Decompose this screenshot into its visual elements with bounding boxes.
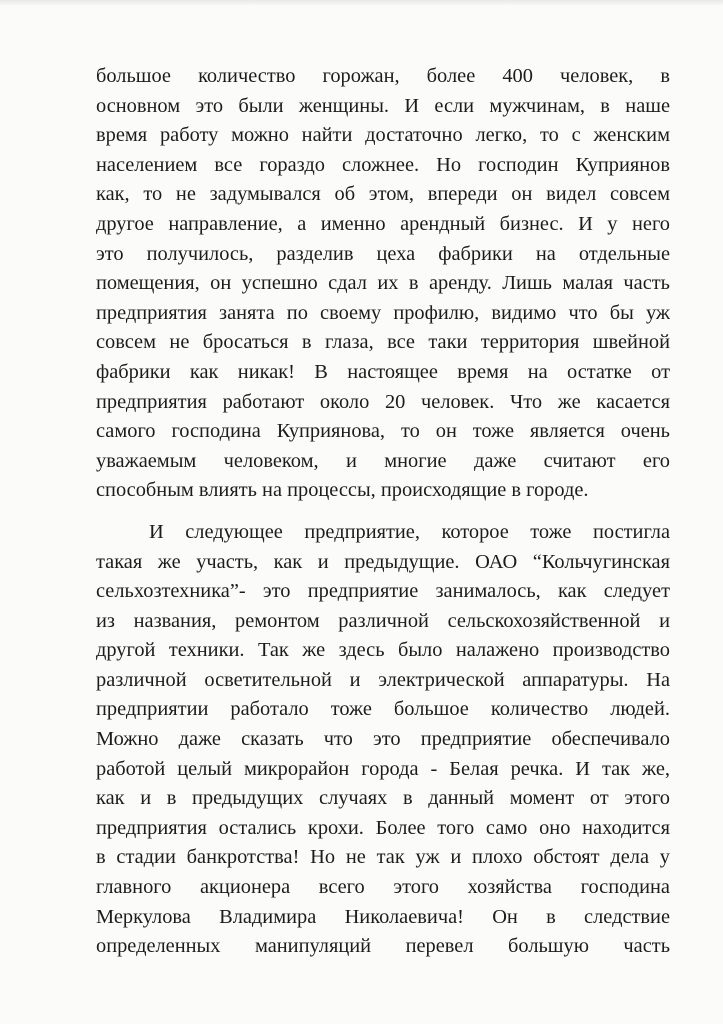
text-line: населением все гораздо сложнее. Но господин Куприянов xyxy=(96,153,670,176)
text-line: главного акционера всего этого хозяйства господина xyxy=(96,876,670,899)
text-line: другое направление, а именно арендный бизнес. И у него xyxy=(96,212,670,235)
text-line: такая же участь, как и предыдущие. ОАО “Кольчугинская xyxy=(96,550,670,573)
text-line: И следующее предприятие, которое тоже постигла xyxy=(149,520,670,543)
text-line: помещения, он успешно сдал их в аренду. Лишь малая часть xyxy=(96,272,670,295)
text-line: предприятии работало тоже большое количество людей. xyxy=(96,698,670,721)
document-page xyxy=(96,62,670,962)
text-line: самого господина Куприянова, то он тоже является очень xyxy=(96,420,670,443)
text-line: Можно даже сказать что это предприятие обеспечивало xyxy=(96,728,670,751)
text-line: в стадии банкротства! Но не так уж и плохо обстоят дела у xyxy=(96,846,670,869)
text-line: большое количество горожан, более 400 человек, в xyxy=(96,65,670,87)
text-line: совсем не бросаться в глаза, все таки территория швейной xyxy=(96,331,670,354)
text-line: как и в предыдущих случаях в данный момент от этого xyxy=(96,787,670,810)
text-line: предприятия работают около 20 человек. Что же касается xyxy=(96,390,670,413)
text-line: из названия, ремонтом различной сельскохозяйственной и xyxy=(96,609,670,632)
text-line: различной осветительной и электрической аппаратуры. На xyxy=(96,668,670,691)
text-line: определенных манипуляций перевел большую часть xyxy=(96,935,670,958)
paragraph-1 xyxy=(96,62,670,506)
text-line: предприятия остались крохи. Более того само оно находится xyxy=(96,816,670,839)
scan-top-edge xyxy=(0,0,723,6)
text-line: основном это были женщины. И если мужчинам, в наше xyxy=(96,94,670,117)
paragraph-2 xyxy=(96,518,670,962)
text-line: фабрики как никак! В настоящее время на остатке от xyxy=(96,360,670,383)
text-line: сельхозтехника”- это предприятие занималось, как следует xyxy=(96,580,670,603)
text-line: работой целый микрорайон города - Белая речка. И так же, xyxy=(96,757,670,780)
text-line: время работу можно найти достаточно легко, то с женским xyxy=(96,124,670,147)
text-line: Меркулова Владимира Николаевича! Он в следствие xyxy=(96,905,670,928)
text-line: как, то не задумывался об этом, впереди он видел совсем xyxy=(96,183,670,206)
text-line: это получилось, разделив цеха фабрики на отдельные xyxy=(96,242,670,265)
text-line: предприятия занята по своему профилю, видимо что бы уж xyxy=(96,301,670,324)
text-line: уважаемым человеком, и многие даже считают его xyxy=(96,449,670,472)
text-line: другой техники. Так же здесь было налажено производство xyxy=(96,639,670,662)
text-line: способным влиять на процессы, происходящие в городе. xyxy=(96,479,589,502)
